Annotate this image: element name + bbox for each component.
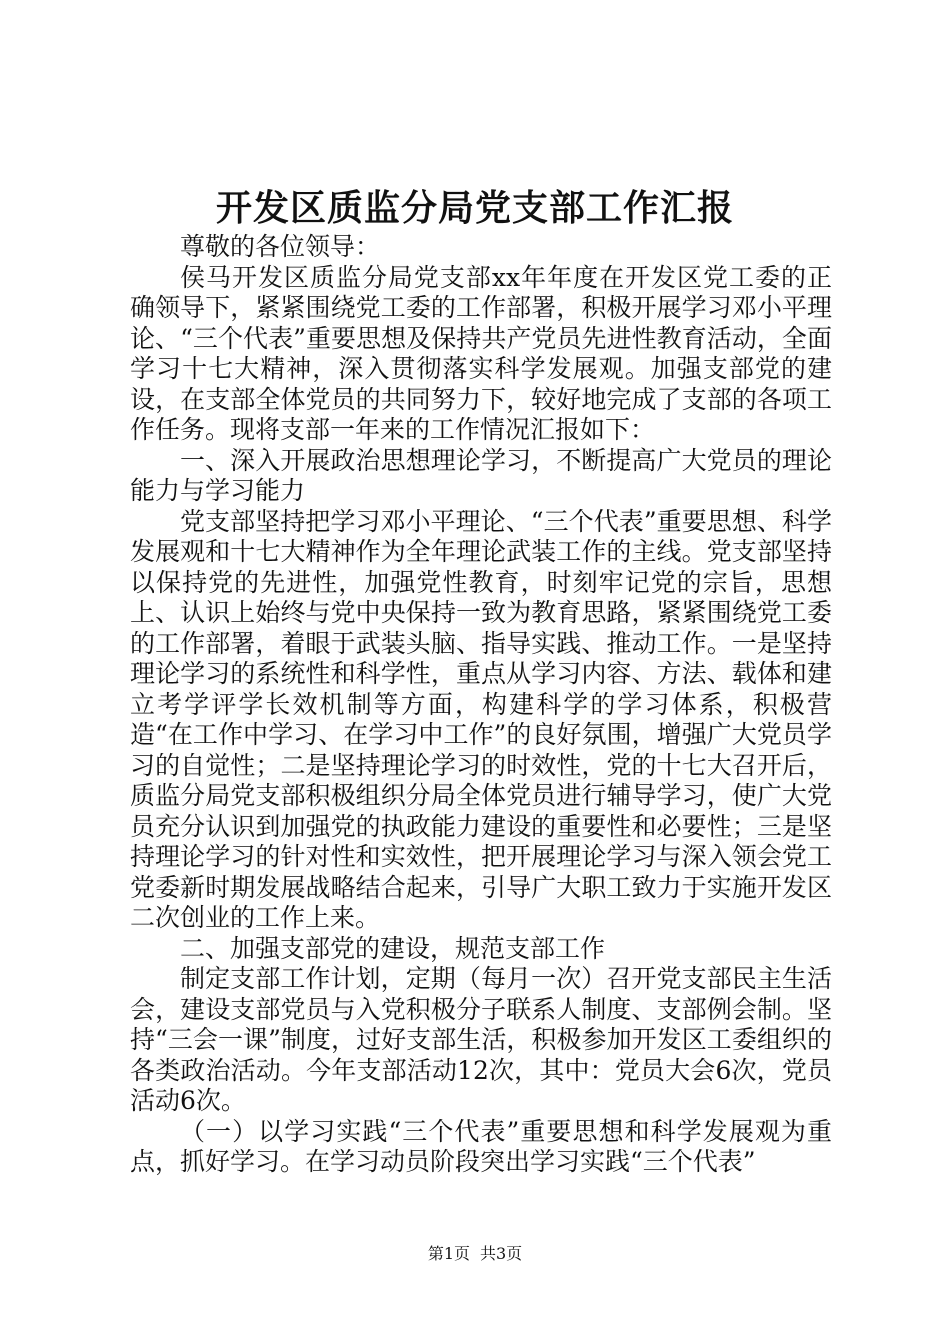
document-title: 开发区质监分局党支部工作汇报 <box>215 187 734 229</box>
section-heading-1: 一、深入开展政治思想理论学习，不断提高广大党员的理论能力与学习能力 <box>130 445 832 505</box>
page-total: 共3页 <box>480 1244 523 1263</box>
section-heading-2: 二、加强支部党的建设，规范支部工作 <box>180 933 606 963</box>
document-body <box>130 232 832 1178</box>
salutation: 尊敬的各位领导： <box>180 232 381 261</box>
paragraph-sub-1: （一）以学习实践“三个代表”重要思想和科学发展观为重点，抓好学习。在学习动员阶段突出学习实践“三个代表” <box>130 1116 832 1176</box>
paragraph-branch-work: 制定支部工作计划，定期（每月一次）召开党支部民主生活会，建设支部党员与入党积极分子联系人制度、支部例会制。坚持“三会一课”制度，过好支部生活，积极参加开发区工委组织的各类政治活动。今年支部活动12次，其中：党员大会6次，党员活动6次。 <box>130 964 832 1115</box>
paragraph-study: 党支部坚持把学习邓小平理论、“三个代表”重要思想、科学发展观和十七大精神作为全年理论武装工作的主线。党支部坚持以保持党的先进性，加强党性教育，时刻牢记党的宗旨，思想上、认识上始终与党中央保持一致为教育思路，紧紧围绕党工委的工作部署，着眼于武装头脑、指导实践、推动工作。一是坚持理论学习的系统性和科学性，重点从学习内容、方法、载体和建立考学评学长效机制等方面，构建科学的学习体系，积极营造“在工作中学习、在学习中工作”的良好氛围，增强广大党员学习的自觉性；二是坚持理论学习的时效性，党的十七大召开后，质监分局党支部积极组织分局全体党员进行辅导学习，使广大党员充分认识到加强党的执政能力建设的重要性和必要性；三是坚持理论学习的针对性和实效性，把开展理论学习与深入领会党工党委新时期发展战略结合起来，引导广大职工致力于实施开发区二次创业的工作上来。 <box>130 506 832 932</box>
page-number: 第1页 <box>427 1244 470 1263</box>
page-footer <box>0 1242 950 1266</box>
paragraph-intro: 侯马开发区质监分局党支部xx年年度在开发区党工委的正确领导下，紧紧围绕党工委的工作部署，积极开展学习邓小平理论、“三个代表”重要思想及保持共产党员先进性教育活动，全面学习十七大精神，深入贯彻落实科学发展观。加强支部党的建设，在支部全体党员的共同努力下，较好地完成了支部的各项工作任务。现将支部一年来的工作情况汇报如下： <box>130 262 832 444</box>
